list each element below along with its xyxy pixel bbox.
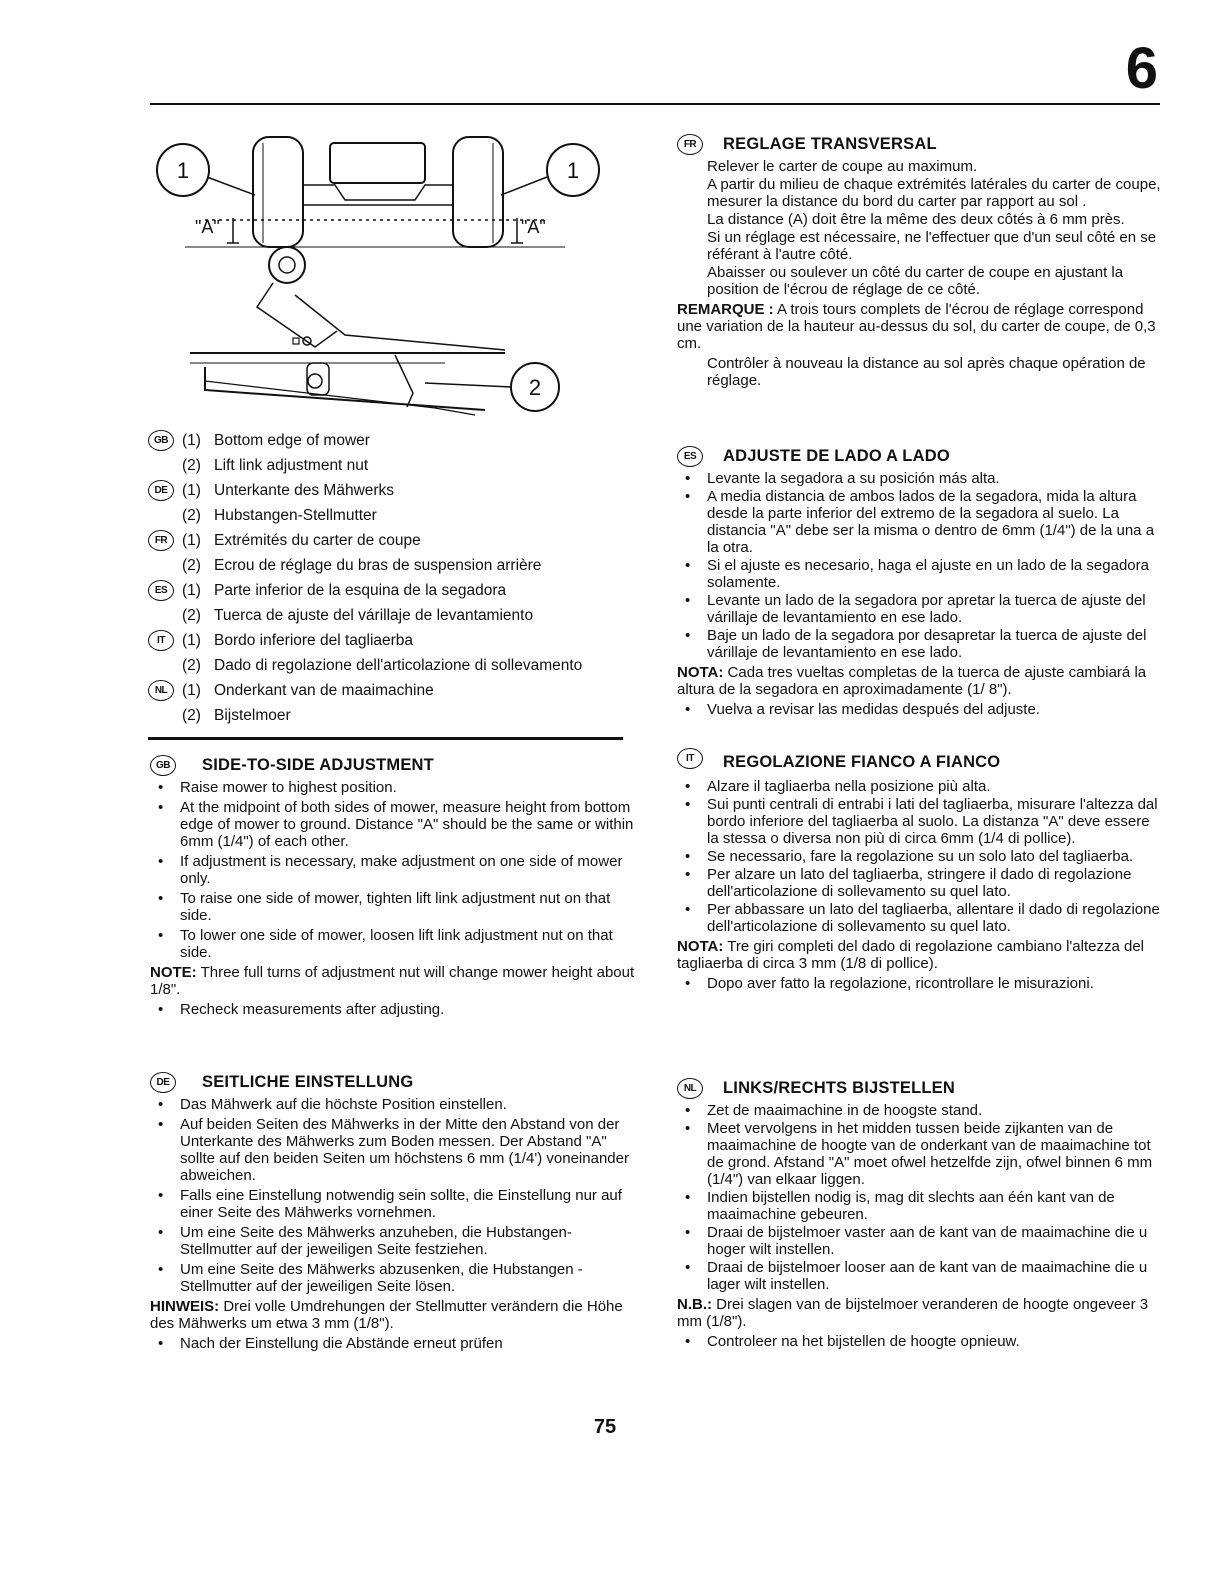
section-title: SIDE-TO-SIDE ADJUSTMENT	[202, 756, 434, 774]
note: REMARQUE : A trois tours complets de l'écrou de réglage correspond une variation de la hauteur au-dessus du sol, du carter de coupe, de 0,3 cm.	[677, 301, 1156, 352]
gb-flag-icon: GB	[150, 755, 176, 776]
list-item: • Falls eine Einstellung notwendig sein sollte, die Einstellung nur auf einer Seite des Mähwerks vornehmen.	[150, 1187, 638, 1221]
legend-item: IT (1) Bordo inferiore del tagliaerba	[148, 628, 628, 653]
list-item: • Per abbassare un lato del tagliaerba, allentare il dado di regolazione dell'articolazione di sollevamento su quel lato.	[677, 901, 1163, 935]
label-a-left: "A"	[195, 217, 220, 237]
callout-2-label: 2	[528, 375, 542, 400]
chapter-number: 6	[1125, 36, 1158, 101]
legend-item: (2) Ecrou de réglage du bras de suspension arrière	[182, 557, 542, 574]
list-item: • Se necessario, fare la regolazione su un solo lato del tagliaerba.	[677, 848, 1163, 865]
section-it	[677, 748, 1163, 995]
section-es	[677, 446, 1163, 721]
note: NOTA: Cada tres vueltas completas de la tuerca de ajuste cambiará la altura de la segadora en aproximadamente (1/ 8").	[677, 664, 1147, 698]
note: NOTE: Three full turns of adjustment nut will change mower height about 1/8".	[150, 964, 635, 998]
section-title: SEITLICHE EINSTELLUNG	[202, 1073, 414, 1091]
list-item: • Alzare il tagliaerba nella posizione più alta.	[677, 778, 1163, 795]
it-flag-icon: IT	[148, 630, 174, 651]
legend-item: (2) Lift link adjustment nut	[182, 457, 369, 474]
fr-flag-icon: FR	[677, 134, 703, 155]
paragraph: A partir du milieu de chaque extrémités latérales du carter de coupe, mesurer la distance du bord du carter par rapport au sol .	[707, 176, 1161, 210]
callout-1-right-label: 1	[566, 158, 580, 183]
mower-body	[330, 143, 425, 183]
label-a-right: "A"	[521, 217, 546, 237]
section-title: ADJUSTE DE LADO A LADO	[723, 447, 950, 465]
list-item: • Um eine Seite des Mähwerks anzuheben, die Hubstangen-Stellmutter auf der jeweiligen Seite festziehen.	[150, 1224, 638, 1258]
legend-item: (2) Hubstangen-Stellmutter	[182, 507, 377, 524]
list-item: • Indien bijstellen nodig is, mag dit slechts aan één kant van de maaimachine gebeuren.	[677, 1189, 1163, 1223]
list-item: • Raise mower to highest position.	[150, 779, 638, 796]
section-nl	[677, 1078, 1163, 1353]
list-item: • Draai de bijstelmoer vaster aan de kant van de maaimachine die u hoger wilt instellen.	[677, 1224, 1163, 1258]
gb-flag-icon: GB	[148, 430, 174, 451]
paragraph: La distance (A) doit être la même des deux côtés à 6 mm près.	[707, 211, 1125, 228]
paragraph: Contrôler à nouveau la distance au sol après chaque opération de réglage.	[707, 355, 1146, 389]
page-number: 75	[593, 1416, 617, 1438]
detail-marker	[269, 247, 305, 283]
legend-item: GB (1) Bottom edge of mower	[148, 428, 628, 453]
mower-diagram	[145, 125, 605, 425]
legend-item: (2) Bijstelmoer	[182, 707, 291, 724]
fr-flag-icon: FR	[148, 530, 174, 551]
list-item: • Das Mähwerk auf die höchste Position einstellen.	[150, 1096, 638, 1113]
list-item: • A media distancia de ambos lados de la segadora, mida la altura desde la parte inferior del extremo de la segadora al suelo. La distancia "A" debe ser la misma o dentro de 6mm (1/4") de la una a la otra.	[677, 488, 1163, 556]
section-title: REGOLAZIONE FIANCO A FIANCO	[723, 753, 1001, 771]
note: NOTA: Tre giri completi del dado di regolazione cambiano l'altezza del tagliaerba di circa 3 mm (1/8 di pollice).	[677, 938, 1144, 972]
de-flag-icon: DE	[150, 1072, 176, 1093]
list-item: • Levante un lado de la segadora por apretar la tuerca de ajuste del várillaje de levantamiento en ese lado.	[677, 592, 1163, 626]
figure-legend	[148, 428, 628, 728]
list-item: • Baje un lado de la segadora por desapretar la tuerca de ajuste del várillaje de levantamiento en ese lado.	[677, 627, 1163, 661]
es-flag-icon: ES	[677, 446, 703, 467]
section-gb	[150, 755, 638, 1021]
list-item: • Levante la segadora a su posición más alta.	[677, 470, 1163, 487]
list-item: • To lower one side of mower, loosen lift link adjustment nut on that side.	[150, 927, 638, 961]
list-item: • Meet vervolgens in het midden tussen beide zijkanten van de maaimachine de hoogte van de onderkant van de maaimachine tot de grond. Afstand "A" moet ofwel hetzelfde zijn, ofwel binnen 6 mm (1/4") van elkaar liggen.	[677, 1120, 1163, 1188]
list-item: • Per alzare un lato del tagliaerba, stringere il dado di regolazione dell'articolazione di sollevamento su quel lato.	[677, 866, 1163, 900]
right-wheel	[453, 137, 503, 247]
header-rule	[150, 103, 1160, 105]
list-item: • Recheck measurements after adjusting.	[150, 1001, 638, 1018]
de-flag-icon: DE	[148, 480, 174, 501]
note: N.B.: Drei slagen van de bijstelmoer veranderen de hoogte ongeveer 3 mm (1/8").	[677, 1296, 1149, 1330]
nl-flag-icon: NL	[677, 1078, 703, 1099]
list-item: • Draai de bijstelmoer looser aan de kant van de maaimachine die u lager wilt instellen.	[677, 1259, 1163, 1293]
left-wheel	[253, 137, 303, 247]
section-de	[150, 1072, 638, 1355]
list-item: • Um eine Seite des Mähwerks abzusenken, die Hubstangen -Stellmutter auf der jeweiligen Seite lösen.	[150, 1261, 638, 1295]
list-item: • At the midpoint of both sides of mower, measure height from bottom edge of mower to ground. Distance "A" should be the same or within 6mm (1/4") of each other.	[150, 799, 638, 850]
legend-item: (2) Tuerca de ajuste del várillaje de levantamiento	[182, 607, 534, 624]
legend-divider	[148, 737, 623, 740]
list-item: • Dopo aver fatto la regolazione, ricontrollare le misurazioni.	[677, 975, 1163, 992]
list-item: • Zet de maaimachine in de hoogste stand.	[677, 1102, 1163, 1119]
list-item: • Controleer na het bijstellen de hoogte opnieuw.	[677, 1333, 1163, 1350]
legend-item: DE (1) Unterkante des Mähwerks	[148, 478, 628, 503]
section-title: REGLAGE TRANSVERSAL	[723, 135, 937, 153]
es-flag-icon: ES	[148, 580, 174, 601]
it-flag-icon: IT	[677, 748, 703, 769]
paragraph: Si un réglage est nécessaire, ne l'effectuer que d'un seul côté en se référant à l'autre côté.	[707, 229, 1157, 263]
callout-1-left-label: 1	[176, 158, 190, 183]
list-item: • To raise one side of mower, tighten lift link adjustment nut on that side.	[150, 890, 638, 924]
legend-item: NL (1) Onderkant van de maaimachine	[148, 678, 628, 703]
section-fr	[677, 134, 1163, 390]
list-item: • Sui punti centrali di entrabi i lati del tagliaerba, misurare l'altezza dal bordo inferiore del tagliaerba al suolo. La distanza "A" deve essere la stessa o diversa non più di circa 6mm (1/4 di pollice).	[677, 796, 1163, 847]
mower-adjustment-figure	[145, 125, 605, 425]
section-title: LINKS/RECHTS BIJSTELLEN	[723, 1079, 955, 1097]
legend-item: ES (1) Parte inferior de la esquina de la segadora	[148, 578, 628, 603]
list-item: • Si el ajuste es necesario, haga el ajuste en un lado de la segadora solamente.	[677, 557, 1163, 591]
paragraph: Relever le carter de coupe au maximum.	[707, 158, 978, 175]
list-item: • If adjustment is necessary, make adjustment on one side of mower only.	[150, 853, 638, 887]
legend-item: (2) Dado di regolazione dell'articolazione di sollevamento	[182, 657, 583, 674]
legend-item: FR (1) Extrémités du carter de coupe	[148, 528, 628, 553]
list-item: • Auf beiden Seiten des Mähwerks in der Mitte den Abstand von der Unterkante des Mähwerks zum Boden messen. Der Abstand "A" sollte auf den beiden Seiten um höchstens 6 mm (1/4') voneinander abweichen.	[150, 1116, 638, 1184]
list-item: • Vuelva a revisar las medidas después del adjuste.	[677, 701, 1163, 718]
nl-flag-icon: NL	[148, 680, 174, 701]
paragraph: Abaisser ou soulever un côté du carter de coupe en ajustant la position de l'écrou de réglage de ce côté.	[707, 264, 1124, 298]
list-item: • Nach der Einstellung die Abstände erneut prüfen	[150, 1335, 638, 1352]
note: HINWEIS: Drei volle Umdrehungen der Stellmutter verändern die Höhe des Mähwerks um etwa 3 mm (1/8").	[150, 1298, 623, 1332]
